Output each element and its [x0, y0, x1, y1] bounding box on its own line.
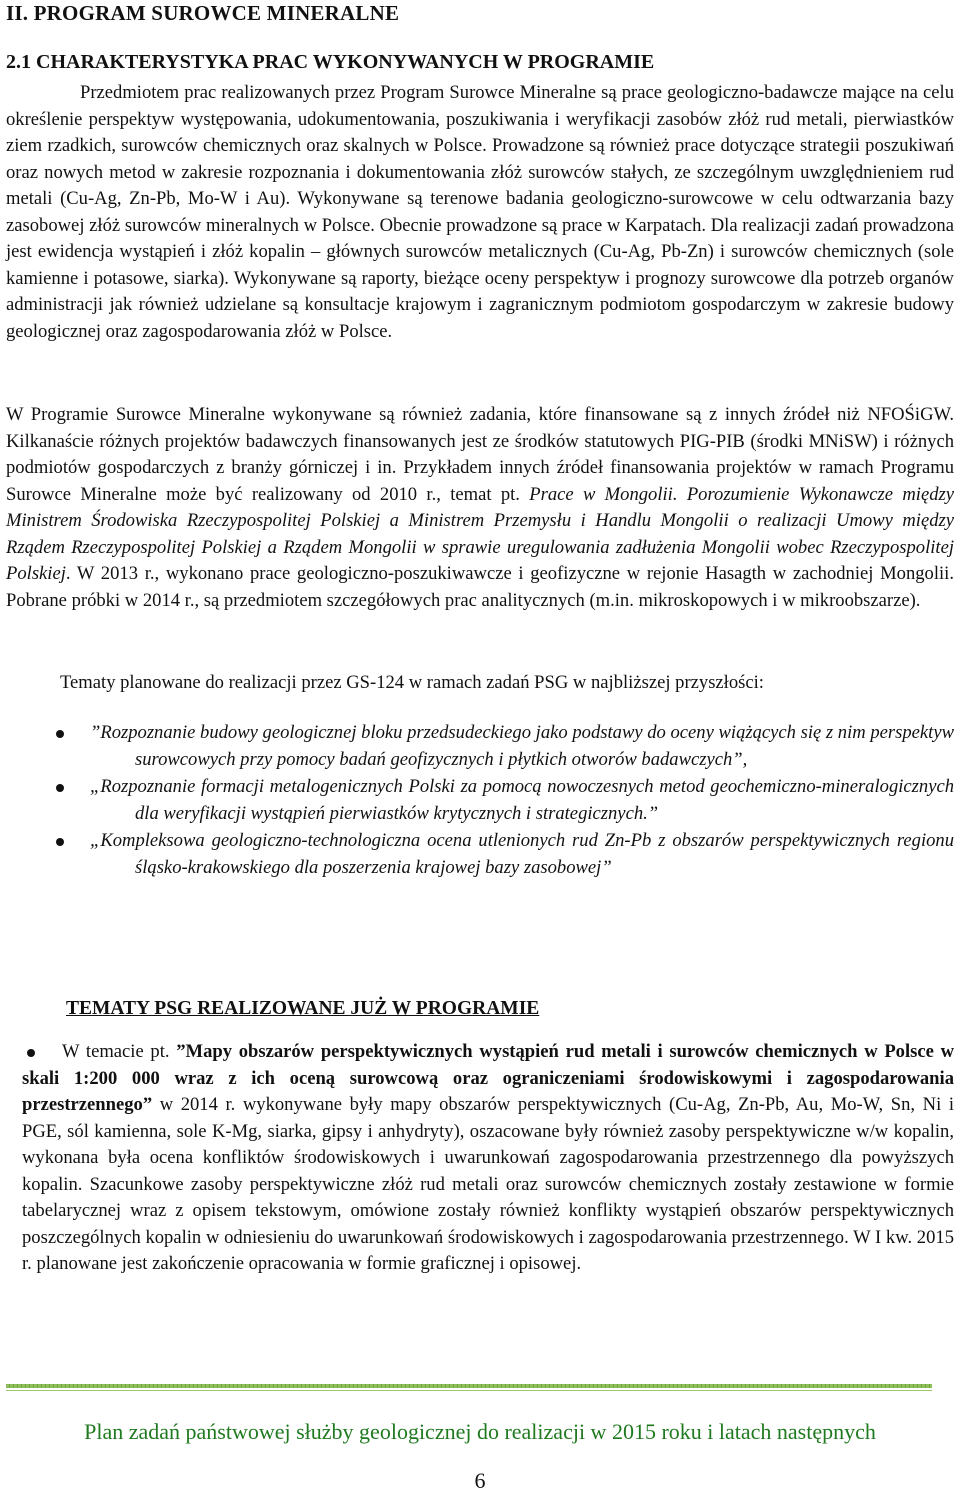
list-item: [0, 774, 960, 827]
completed-topic-item: [22, 1039, 954, 1278]
paragraph-other-funding-intro: W Programie Surowce Mineralne wykonywane są również zadania, które finansowane są z innych źródeł niż NFOŚiGW. Kilkanaście różnych projektów badawczych finansowanych jest ze środków statutowych PIG-PIB (środki MNiSW) i różnych podmiotów gospodarczych z branży górniczej i in. Przykładem innych źródeł finansowania projektów w ramach Programu Surowce Mineralne może być realizowany od 2010 r., temat pt.: [6, 404, 954, 505]
footer-divider: [6, 1384, 932, 1388]
planned-topics-list: [0, 720, 960, 882]
page-number: 6: [474, 1468, 486, 1493]
bullet-icon: [27, 1049, 35, 1057]
completed-topics-heading: TEMATY PSG REALIZOWANE JUŻ W PROGRAMIE: [66, 998, 540, 1019]
completed-topic-description: w 2014 r. wykonywane były mapy obszarów perspektywicznych (Cu-Ag, Zn-Pb, Au, Mo-W, Sn, Ni i PGE, sól kamienna, sole K-Mg, siarka, gipsy i anhydryty), oszacowane były również zasoby perspektywiczne w/w kopalin, wykonana była ocena konfliktów środowiskowych i uwarunkowań zagospodarowania przestrzennego dla powyższych kopalin. Szacunkowe zasoby perspektywiczne złóż rud metali oraz surowców chemicznych zostały zestawione w formie tabelarycznej wraz z opisem tekstowym, omówione zostały również konflikty wystąpień obszarów perspektywicznych poszczególnych kopalin w odniesieniu do uwarunkowań środowiskowych i zagospodarowania przestrzennego. W I kw. 2015 r. planowane jest zakończenie opracowania w formie graficznej i opisowej.: [22, 1094, 954, 1274]
planned-topic-text: „Kompleksowa geologiczno-technologiczna ocena utlenionych rud Zn-Pb z obszarów perspektywicznych regionu śląsko-krakowskiego dla poszerzenia krajowej bazy zasobowej”: [90, 830, 954, 878]
planned-topic-text: „Rozpoznanie formacji metalogenicznych Polski za pomocą nowoczesnych metod geochemiczno-mineralogicznych dla weryfikacji wystąpień pierwiastków krytycznych i strategicznych.”: [90, 776, 954, 824]
paragraph-other-funding-outro: . W 2013 r., wykonano prace geologiczno-poszukiwawcze i geofizyczne w rejonie Hasagth w zachodniej Mongolii. Pobrane próbki w 2014 r., są przedmiotem szczegółowych prac analitycznych (m.in. mikroskopowych i w mikroobszarze).: [6, 563, 954, 611]
planned-topic-text: ”Rozpoznanie budowy geologicznej bloku przedsudeckiego jako podstawy do oceny wiążących się z nim perspektyw surowcowych przy pomocy badań geofizycznych i płytkich otworów badawczych”,: [90, 722, 954, 770]
footer-title: Plan zadań państwowej służby geologicznej do realizacji w 2015 roku i latach następnych: [84, 1419, 876, 1444]
bullet-icon: [56, 784, 64, 792]
bullet-icon: [56, 838, 64, 846]
completed-topic-title: ”Mapy obszarów perspektywicznych wystąpień rud metali i surowców chemicznych w Polsce w skali 1:200 000 wraz z ich oceną surowcową oraz ograniczeniami środowiskowymi i zagospodarowania przestrzennego”: [22, 1041, 955, 1115]
section-heading: 2.1 CHARAKTERYSTYKA PRAC WYKONYWANYCH W PROGRAMIE: [6, 51, 655, 73]
mongolia-project-title: Prace w Mongolii. Porozumienie Wykonawcze między Ministrem Środowiska Rzeczypospolitej Polskiej a Ministrem Przemysłu i Handlu Mongolii o realizacji Umowy między Rządem Rzeczypospolitej Polskiej a Rządem Mongolii w sprawie uregulowania zadłużenia Mongolii wobec Rzeczypospolitej Polskiej: [6, 483, 954, 584]
planned-topics-intro: Tematy planowane do realizacji przez GS-124 w ramach zadań PSG w najbliższej przyszłości:: [60, 672, 764, 693]
paragraph-program-description: Przedmiotem prac realizowanych przez Program Surowce Mineralne są prace geologiczno-badawcze mające na celu określenie perspektyw występowania, udokumentowania, poszukiwania i weryfikacji zasobów złóż rud metali, pierwiastków ziem rzadkich, surowców chemicznych oraz skalnych w Polsce. Prowadzone są również prace dotyczące strategii poszukiwań oraz nowych metod w zakresie rozpoznania i dokumentowania złóż surowców stałych, ze szczególnym uwzględnieniem rud metali (Cu-Ag, Zn-Pb, Mo-W i Au). Wykonywane są terenowe badania geologiczno-surowcowe w celu odtwarzania bazy zasobowej złóż surowców mineralnych w Polsce. Obecnie prowadzone są prace w Karpatach. Dla realizacji zadań prowadzona jest ewidencja wystąpień i złóż kopalin – głównych surowców metalicznych (Cu-Ag, Pb-Zn) i surowców chemicznych (sole kamienne i potasowe, siarka). Wykonywane są raporty, bieżące oceny perspektyw i prognozy surowcowe dla potrzeb organów administracji jak również udzielane są konsultacje krajowym i zagranicznym podmiotom gospodarczym w zakresie budowy geologicznej oraz zagospodarowania złóż w Polsce.: [6, 82, 954, 342]
list-item: [0, 720, 960, 773]
footer-divider-thin: [6, 1390, 932, 1391]
paragraph-other-funding: [6, 402, 954, 614]
completed-topic-prefix: W temacie pt.: [62, 1041, 177, 1062]
chapter-heading: II. PROGRAM SUROWCE MINERALNE: [6, 1, 400, 25]
bullet-icon: [56, 730, 64, 738]
list-item: [0, 828, 960, 881]
